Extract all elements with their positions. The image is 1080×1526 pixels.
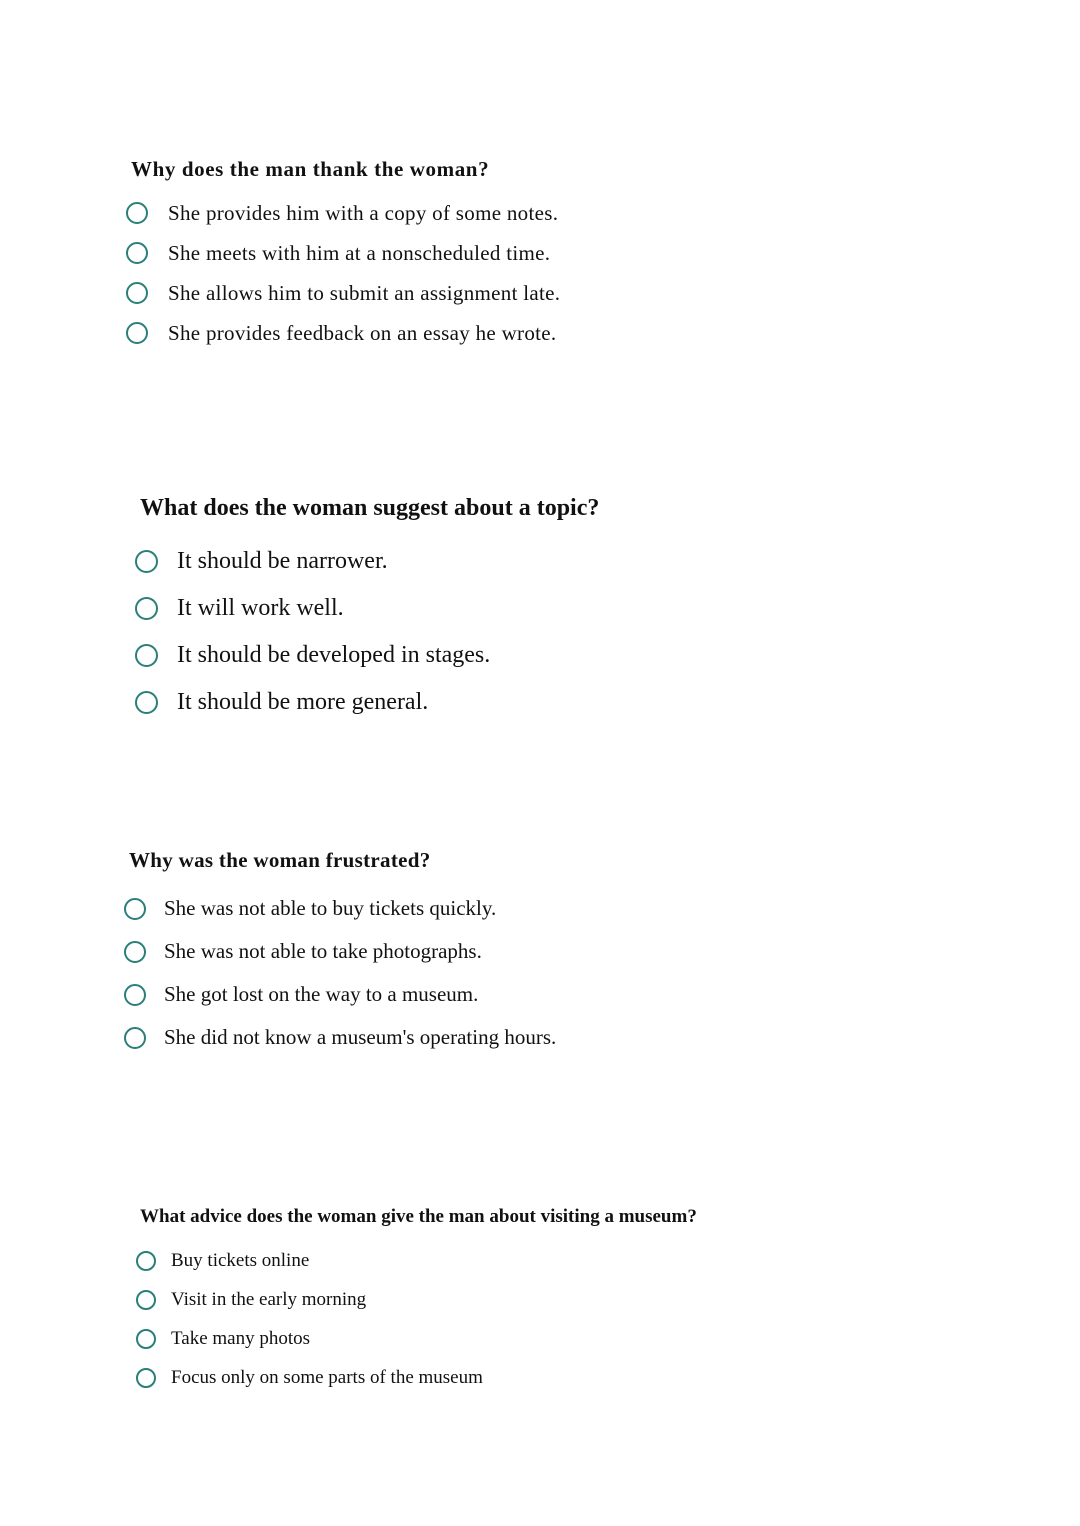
radio-button-icon[interactable]: [135, 597, 158, 620]
question-4-options: [136, 1241, 697, 1397]
radio-button-icon[interactable]: [136, 1368, 156, 1388]
question-3-option-b[interactable]: [124, 930, 556, 973]
question-3-option-d[interactable]: [124, 1016, 556, 1059]
question-1-option-c[interactable]: [126, 273, 560, 313]
option-label: She meets with him at a nonscheduled time.: [168, 240, 551, 265]
question-4-option-b[interactable]: [136, 1280, 697, 1319]
question-1-option-a[interactable]: [126, 193, 560, 233]
question-4: [140, 1204, 697, 1397]
question-1-options: [126, 193, 560, 353]
question-4-option-a[interactable]: [136, 1241, 697, 1280]
question-2-option-d[interactable]: [135, 679, 599, 726]
radio-button-icon[interactable]: [136, 1329, 156, 1349]
question-2-option-c[interactable]: [135, 632, 599, 679]
radio-button-icon[interactable]: [135, 644, 158, 667]
question-3-options: [124, 887, 556, 1059]
question-2: [140, 492, 599, 726]
question-4-option-c[interactable]: [136, 1319, 697, 1358]
option-label: It should be narrower.: [177, 548, 388, 574]
radio-button-icon[interactable]: [136, 1251, 156, 1271]
option-label: Take many photos: [171, 1327, 311, 1349]
radio-button-icon[interactable]: [126, 282, 148, 304]
radio-button-icon[interactable]: [124, 898, 146, 920]
question-3-option-c[interactable]: [124, 973, 556, 1016]
question-4-option-d[interactable]: [136, 1358, 697, 1397]
radio-button-icon[interactable]: [124, 941, 146, 963]
question-2-options: [135, 538, 599, 726]
radio-button-icon[interactable]: [124, 1027, 146, 1049]
question-1-option-b[interactable]: [126, 233, 560, 273]
question-2-option-b[interactable]: [135, 585, 599, 632]
question-1: [131, 155, 560, 353]
radio-button-icon[interactable]: [135, 691, 158, 714]
radio-button-icon[interactable]: [126, 242, 148, 264]
question-2-title: What does the woman suggest about a topic?: [140, 495, 600, 521]
question-3-title: Why was the woman frustrated?: [129, 848, 431, 872]
radio-button-icon[interactable]: [126, 202, 148, 224]
option-label: Visit in the early morning: [171, 1288, 367, 1310]
question-3: [129, 846, 556, 1059]
question-3-option-a[interactable]: [124, 887, 556, 930]
radio-button-icon[interactable]: [124, 984, 146, 1006]
option-label: She was not able to buy tickets quickly.: [164, 896, 497, 920]
option-label: Buy tickets online: [171, 1249, 310, 1271]
question-1-option-d[interactable]: [126, 313, 560, 353]
question-1-title: Why does the man thank the woman?: [131, 157, 490, 181]
option-label: She got lost on the way to a museum.: [164, 982, 479, 1006]
question-4-title: What advice does the woman give the man about visiting a museum?: [140, 1206, 697, 1227]
option-label: She provides him with a copy of some notes.: [168, 200, 559, 225]
radio-button-icon[interactable]: [126, 322, 148, 344]
option-label: She provides feedback on an essay he wrote.: [168, 320, 557, 345]
radio-button-icon[interactable]: [136, 1290, 156, 1310]
option-label: She was not able to take photographs.: [164, 939, 482, 963]
question-2-option-a[interactable]: [135, 538, 599, 585]
option-label: It should be developed in stages.: [177, 642, 491, 668]
option-label: Focus only on some parts of the museum: [171, 1366, 483, 1388]
option-label: It will work well.: [177, 595, 344, 621]
option-label: She did not know a museum's operating hours.: [164, 1025, 557, 1049]
option-label: She allows him to submit an assignment late.: [168, 280, 561, 305]
option-label: It should be more general.: [177, 689, 429, 715]
radio-button-icon[interactable]: [135, 550, 158, 573]
